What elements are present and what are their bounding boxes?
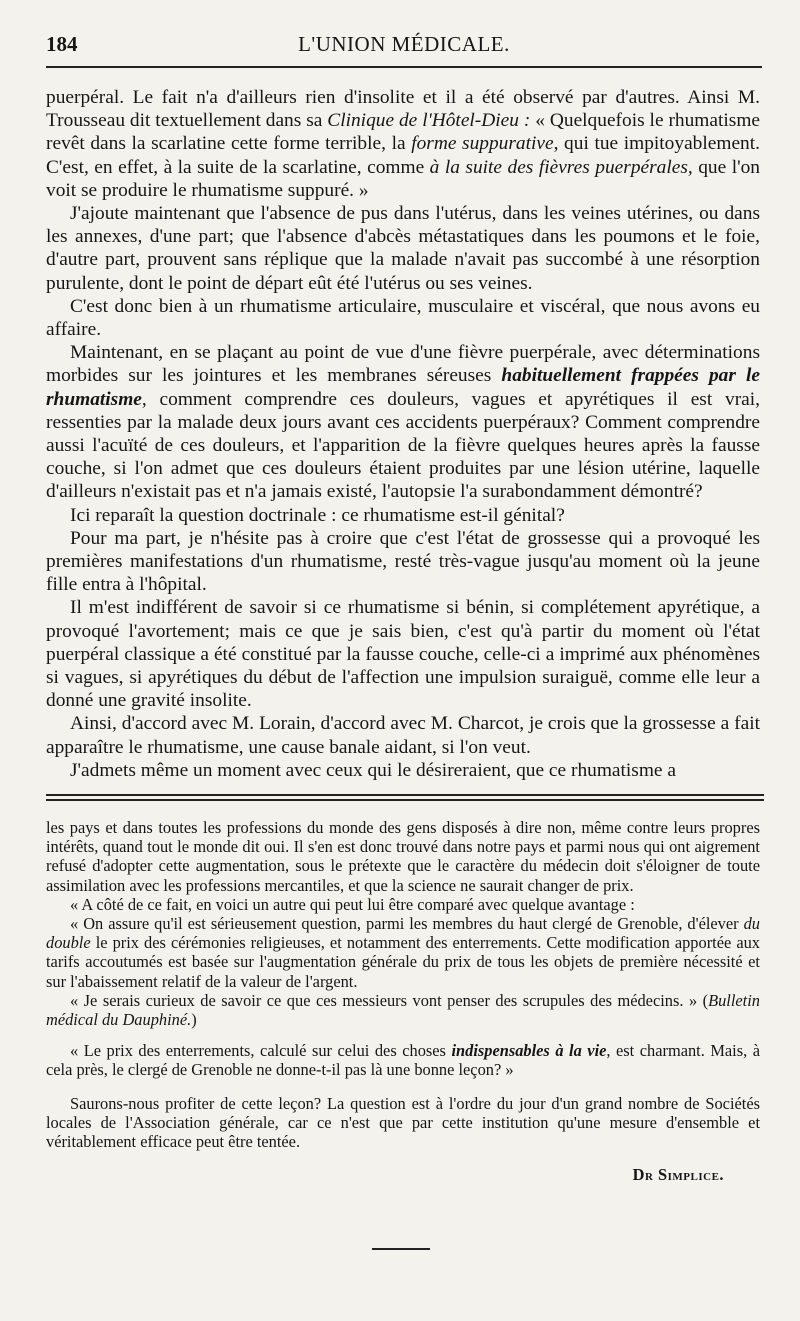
paragraph-8: Ainsi, d'accord avec M. Lorain, d'accord avec M. Charcot, je crois que la grossesse a fait apparaître le rhumatisme, une cause banale aidant, si l'on veut. bbox=[46, 713, 760, 758]
paragraph-6: Pour ma part, je n'hésite pas à croire que c'est l'état de grossesse qui a provoqué les premières manifestations d'un rhumatisme, resté très-vague jusqu'au moment où la jeune fille entra à l'hôpital. bbox=[46, 527, 760, 596]
page-number: 184 bbox=[46, 32, 78, 56]
end-rule bbox=[372, 1248, 430, 1250]
paragraph-4: Maintenant, en se plaçant au point de vue d'une fièvre puerpérale, avec déterminations morbides sur les jointures et les membranes séreuses habituellement frappées par le rhumatisme, comment comprendre ces douleurs, vagues et apyrétiques il est vrai, ressenties par la malade deux jours avant ces accidents puerpéraux? Comment comprendre aussi l'acuïté de ces douleurs, et l'apparition de la fièvre quelques heures après la fausse couche, si l'on admet que ces douleurs étaient produites par une lésion utérine, laquelle d'ailleurs n'existait pas et n'a jamais existé, l'autopsie l'a surabondamment démontré? bbox=[46, 342, 760, 503]
feuilleton-paragraph-1: les pays et dans toutes les professions du monde des gens disposés à dire non, même contre leurs propres intérêts, quand tout le monde dit oui. Il s'en est donc trouvé dans notre pays et parmi nous qui ont aigrement refusé d'adopter cette augmentation, sous le prétexte que le caractère du médecin doit s'éloigner de toute assimilation avec les professions mercantiles, et que la science ne saurait changer de prix. bbox=[46, 818, 760, 895]
header-rule bbox=[46, 66, 762, 68]
paragraph-7: Il m'est indifférent de savoir si ce rhumatisme si bénin, si complétement apyrétique, a provoqué l'avortement; mais ce que je sais bien, c'est qu'à partir du moment où l'état puerpéral classique a été constitué par la fausse couche, celle-ci a imprimé aux phénomènes si vagues, si apyrétiques du début de l'affection une impulsion suraiguë, comme elle leur a donné une gravité insolite. bbox=[46, 597, 760, 712]
running-title: L'UNION MÉDICALE. bbox=[298, 32, 510, 56]
feuilleton-paragraph-5: « Le prix des enterrements, calculé sur celui des choses indispensables à la vie, est charmant. Mais, à cela près, le clergé de Grenoble ne donne-t-il pas là une bonne leçon? » bbox=[46, 1041, 760, 1080]
paragraph-3: C'est donc bien à un rhumatisme articulaire, musculaire et viscéral, que nous avons eu affaire. bbox=[46, 295, 760, 341]
feuilleton-paragraph-4: « Je serais curieux de savoir ce que ces messieurs vont penser des scrupules des médecins. » (Bulletin médical du Dauphiné.) bbox=[46, 990, 760, 1030]
paragraph-9: J'admets même un moment avec ceux qui le désireraient, que ce rhumatisme a bbox=[70, 759, 676, 781]
feuilleton-paragraph-2: « A côté de ce fait, en voici un autre qui peut lui être comparé avec quelque avantage : bbox=[70, 894, 635, 914]
paragraph-1: puerpéral. Le fait n'a d'ailleurs rien d'insolite et il a été observé par d'autres. Ainsi M. Trousseau dit textuellement dans sa Clinique de l'Hôtel-Dieu : « Quelquefois le rhumatisme revêt dans la scarlatine cette forme terrible, la forme suppurative, qui tue impitoyablement. C'est, en effet, à la suite de la scarlatine, comme à la suite des fièvres puerpérales, que l'on voit se produire le rhumatisme suppuré. » bbox=[46, 87, 761, 201]
main-text bbox=[46, 86, 760, 782]
paragraph-2: J'ajoute maintenant que l'absence de pus dans l'utérus, dans les veines utérines, ou dans les annexes, d'une part; que l'absence d'abcès métastatiques dans les poumons et le foie, d'autre part, prouvent sans réplique que la malade n'avait pas succombé à une résorption purulente, dont le point de départ eût été l'utérus ou ses veines. bbox=[46, 203, 760, 294]
feuilleton-paragraph-3: « On assure qu'il est sérieusement question, parmi les membres du haut clergé de Grenoble, d'élever du double le prix des cérémonies religieuses, et notamment des enterrements. Cette modification apportée aux tarifs accoutumés est basée sur l'augmentation générale du prix de tous les objets de première nécessité et sur l'abaissement relatif de la valeur de l'argent. bbox=[46, 914, 760, 991]
paragraph-5: Ici reparaît la question doctrinale : ce rhumatisme est-il génital? bbox=[70, 504, 565, 526]
running-header bbox=[46, 30, 762, 60]
section-separator bbox=[46, 794, 764, 801]
feuilleton-text bbox=[46, 818, 760, 1184]
signature: Dr Simplice. bbox=[632, 1165, 724, 1185]
feuilleton-paragraph-6: Saurons-nous profiter de cette leçon? La question est à l'ordre du jour d'un grand nombre de Sociétés locales de l'Association générale, car ce n'est que par cette institution qu'une mesure d'ensemble et véritablement efficace peut être tentée. bbox=[46, 1093, 760, 1152]
